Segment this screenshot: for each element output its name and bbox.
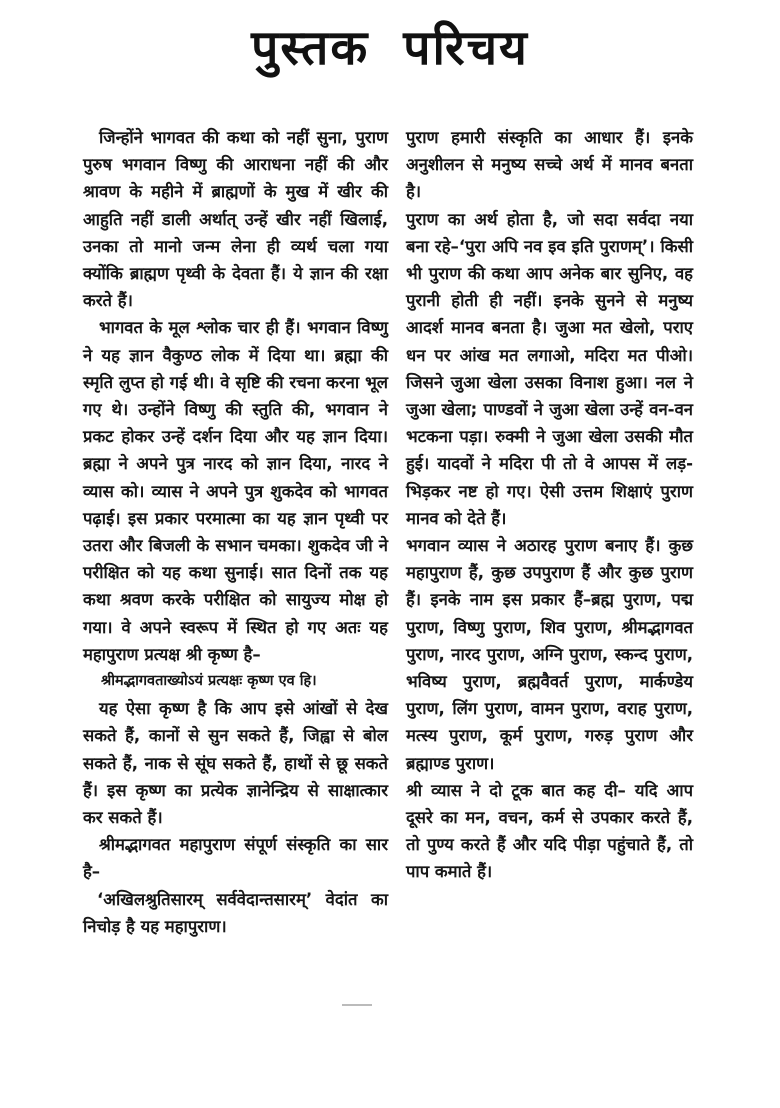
paragraph: भागवत के मूल श्लोक चार ही हैं। भगवान विष्णु ने यह ज्ञान वैकुण्ठ लोक में दिया था। ब्रह्मा की स्मृति लुप्त हो गई थी। वे सृष्टि की रचना करना भूल गए थे। उन्होंने विष्णु की स्तुति की, भगवान ने प्रकट होकर उन्हें दर्शन दिया और यह ज्ञान दिया। ब्रह्मा ने अपने पुत्र नारद को ज्ञान दिया, नारद ने व्यास को। व्यास ने अपने पुत्र शुकदेव को भागवत पढ़ाई। इस प्रकार परमात्मा का यह ज्ञान पृथ्वी पर उतरा और बिजली के सभान चमका। शुकदेव जी ने परीक्षित को यह कथा सुनाई। सात दिनों तक यह कथा श्रवण करके परीक्षित को सायुज्य मोक्ष हो गया। वे अपने स्वरूप में स्थित हो गए अतः यह महापुराण प्रत्यक्ष श्री कृष्ण है– <box>83 318 388 664</box>
title-word-2: परिचय <box>403 20 529 76</box>
page-title <box>0 14 780 79</box>
sanskrit-verse: श्रीमद्भागवताख्योऽयं प्रत्यक्षः कृष्ण एव हि। <box>101 673 317 690</box>
paragraph: यह ऐसा कृष्ण है कि आप इसे आंखों से देख सकते हैं, कानों से सुन सकते हैं, जिह्वा से बोल सकते हैं, नाक से सूंघ सकते हैं, हाथों से छू सकते हैं। इस कृष्ण का प्रत्येक ज्ञानेन्द्रिय से साक्षात्कार कर सकते हैं। <box>83 699 388 828</box>
paragraph: श्रीमद्भागवत महापुराण संपूर्ण संस्कृति का सार है– <box>83 835 388 882</box>
title-word-1: पुस्तक <box>251 20 370 76</box>
quote-paragraph: ‘अखिलश्रुतिसारम् सर्ववेदान्तसारम्’ वेदांत का निचोड़ है यह महापुराण। <box>83 889 388 936</box>
column-end-divider <box>342 1004 372 1006</box>
paragraph: पुराण हमारी संस्कृति का आधार हैं। इनके अनुशीलन से मनुष्य सच्चे अर्थ में मानव बनता है। <box>406 128 693 202</box>
paragraph: श्री व्यास ने दो टूक बात कह दी– यदि आप दूसरे का मन, वचन, कर्म से उपकार करते हैं, तो पुण्य करते हैं और यदि पीड़ा पहुंचाते हैं, तो पाप कमाते हैं। <box>406 780 693 882</box>
paragraph: पुराण का अर्थ होता है, जो सदा सर्वदा नया बना रहे–‘पुरा अपि नव इव इति पुराणम्’। किसी भी पुराण की कथा आप अनेक बार सुनिए, वह पुरानी होती ही नहीं। इनके सुनने से मनुष्य आदर्श मानव बनता है। जुआ मत खेलो, पराए धन पर आंख मत लगाओ, मदिरा मत पीओ। जिसने जुआ खेला उसका विनाश हुआ। नल ने जुआ खेला; पाण्डवों ने जुआ खेला उन्हें वन-वन भटकना पड़ा। रुक्मी ने जुआ खेला उसकी मौत हुई। यादवों ने मदिरा पी तो वे आपस में लड़-भिड़कर नष्ट हो गए। ऐसी उत्तम शिक्षाएं पुराण मानव को देते हैं। <box>406 209 693 528</box>
paragraph: जिन्होंने भागवत की कथा को नहीं सुना, पुराण पुरुष भगवान विष्णु की आराधना नहीं की और श्रावण के महीने में ब्राह्मणों के मुख में खीर की आहुति नहीं डाली अर्थात् उन्हें खीर नहीं खिलाई, उनका तो मानो जन्म लेना ही व्यर्थ चला गया क्योंकि ब्राह्मण पृथ्वी के देवता हैं। ये ज्ञान की रक्षा करते हैं। <box>83 128 388 311</box>
left-column <box>83 124 388 940</box>
right-column <box>406 124 693 886</box>
paragraph: भगवान व्यास ने अठारह पुराण बनाए हैं। कुछ महापुराण हैं, कुछ उपपुराण हैं और कुछ पुराण हैं। इनके नाम इस प्रकार हैं–ब्रह्म पुराण, पद्म पुराण, विष्णु पुराण, शिव पुराण, श्रीमद्भागवत पुराण, नारद पुराण, अग्नि पुराण, स्कन्द पुराण, भविष्य पुराण, ब्रह्मवैवर्त पुराण, मार्कण्डेय पुराण, लिंग पुराण, वामन पुराण, वराह पुराण, मत्स्य पुराण, कूर्म पुराण, गरुड़ पुराण और ब्रह्माण्ड पुराण। <box>406 536 693 773</box>
